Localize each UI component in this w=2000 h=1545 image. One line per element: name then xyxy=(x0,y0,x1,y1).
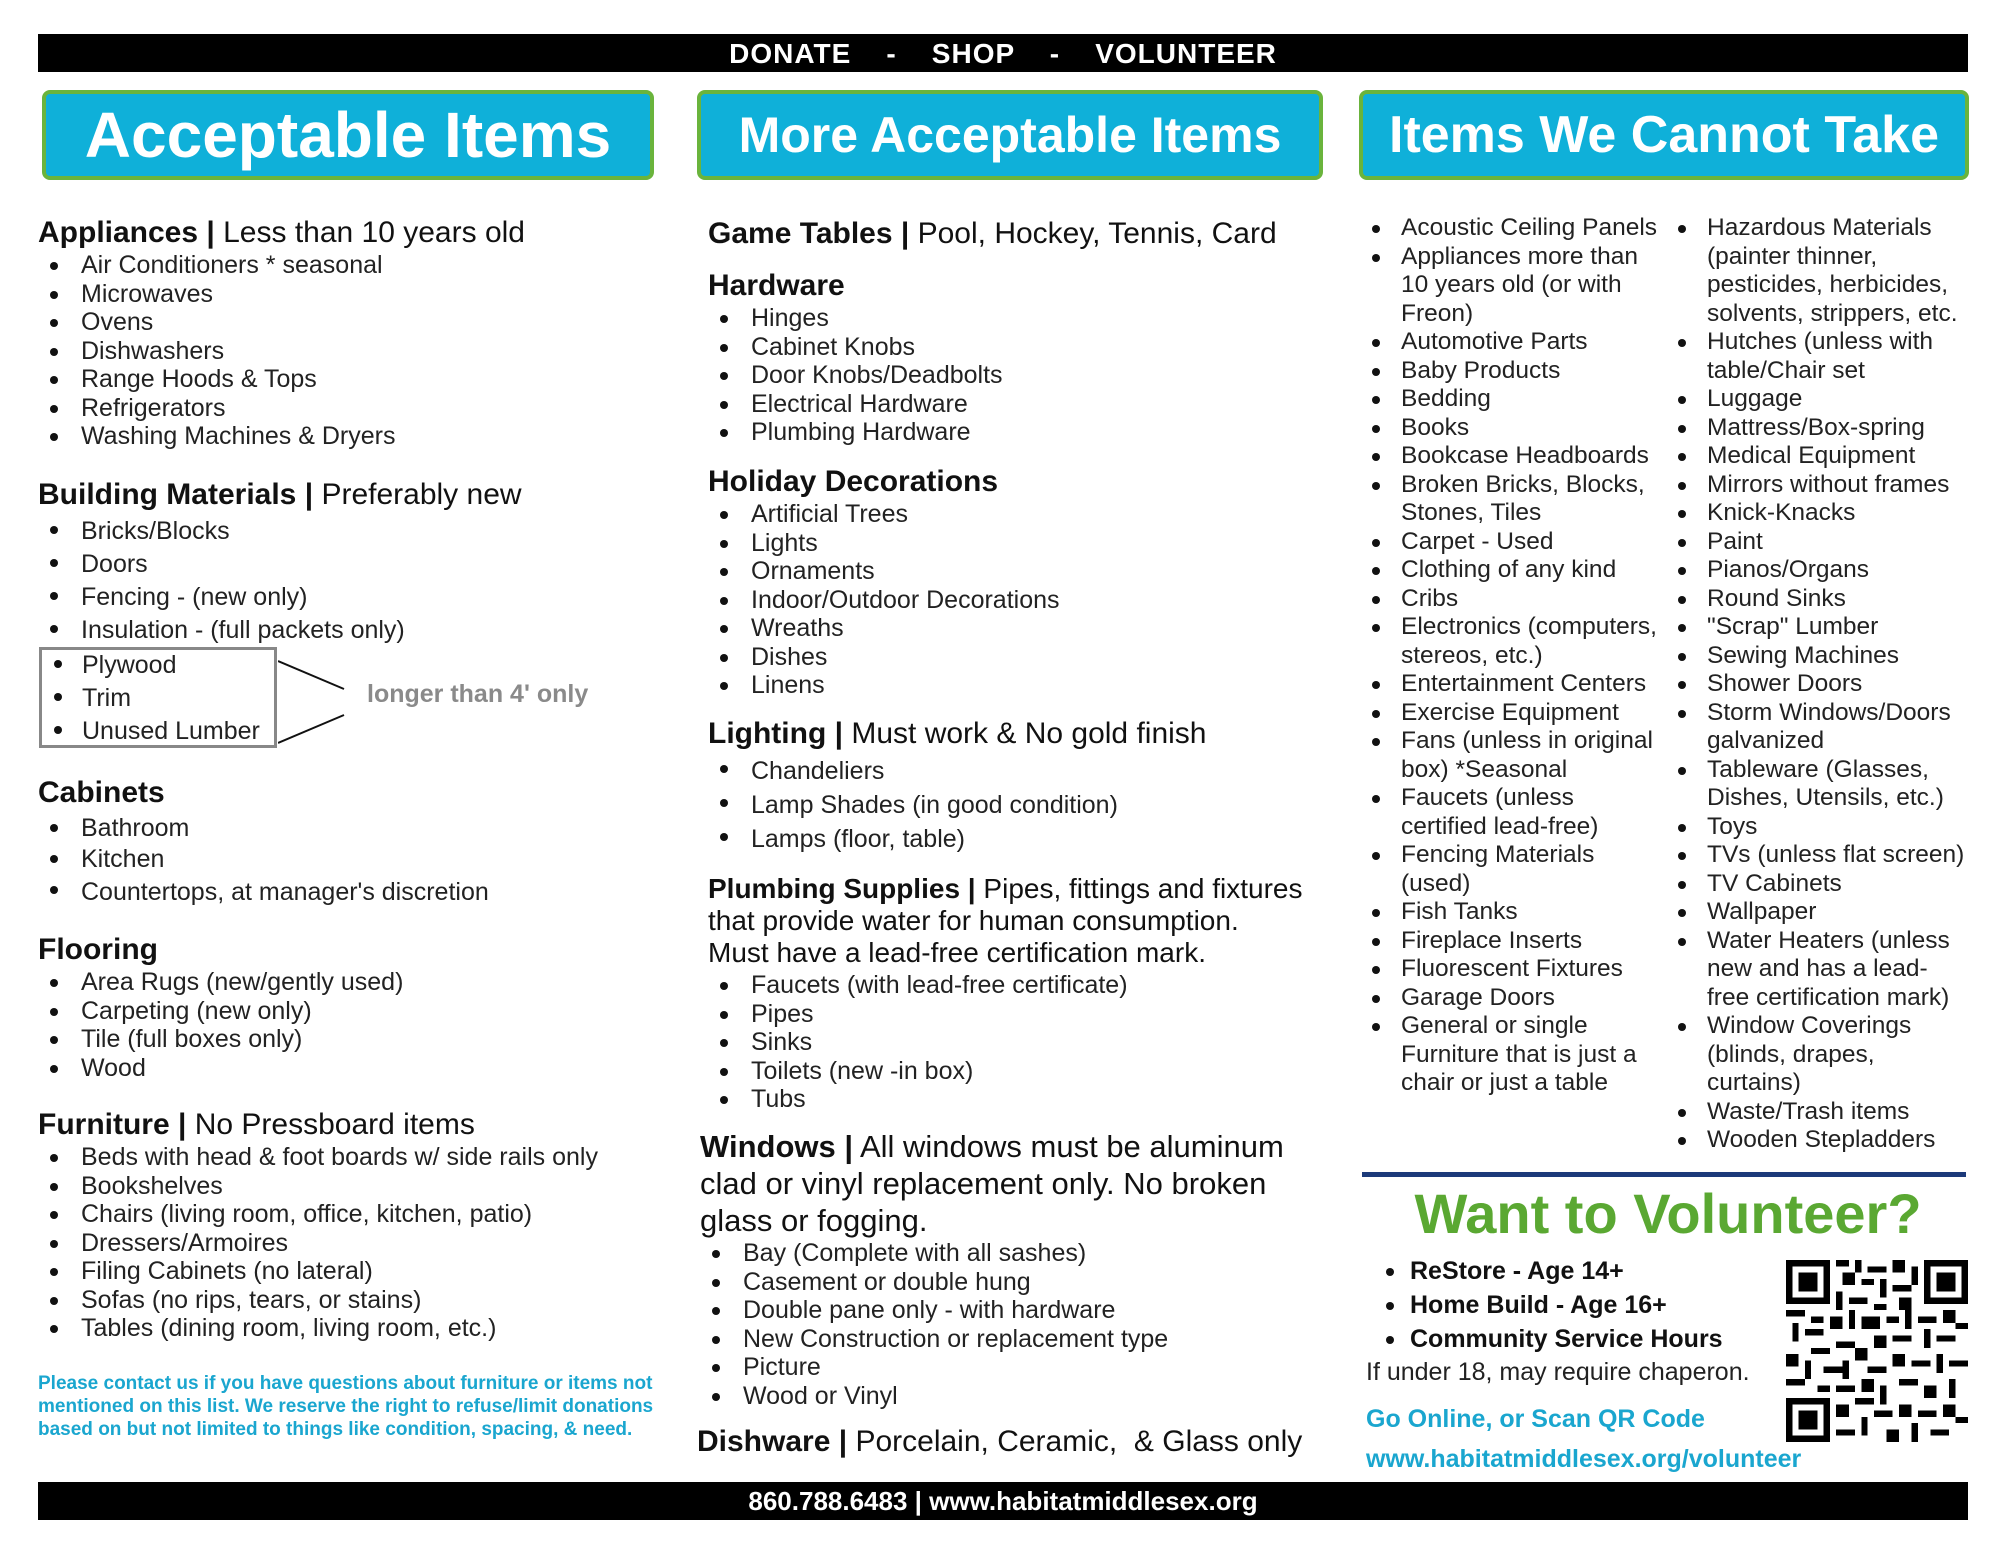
cannot-take-right-list xyxy=(1674,214,1974,1155)
cannot-take-line: Mirrors without frames xyxy=(1707,470,1950,498)
list-item: Bathroom xyxy=(38,813,489,844)
cannot-take-line: Wooden Stepladders xyxy=(1707,1126,1936,1153)
list-item: Chairs (living room, office, kitchen, patio) xyxy=(38,1200,598,1229)
cannot-take-line: Mattress/Box-spring xyxy=(1707,413,1925,441)
windows-list xyxy=(700,1239,1284,1410)
list-item: Lamps (floor, table) xyxy=(708,822,1207,856)
list-item: Wood or Vinyl xyxy=(700,1382,1284,1411)
cannot-take-item xyxy=(1674,528,1974,557)
list-item: Insulation - (full packets only) xyxy=(38,614,678,647)
section-title: Flooring xyxy=(38,933,158,966)
cannot-take-line: certified lead-free) xyxy=(1401,812,1599,840)
cannot-take-item xyxy=(1368,613,1668,670)
flooring-list xyxy=(38,968,403,1082)
cannot-take-line: Hutches (unless with xyxy=(1707,328,1934,355)
cannot-take-line: Bookcase Headboards xyxy=(1401,442,1649,469)
cannot-take-item xyxy=(1368,357,1668,386)
section-title: Appliances | xyxy=(38,216,215,249)
list-item: Kitchen xyxy=(38,844,489,875)
cannot-take-line: Acoustic Ceiling Panels xyxy=(1401,214,1658,241)
list-item: Dishes xyxy=(708,643,1060,672)
cannot-take-line: Furniture that is just a xyxy=(1401,1040,1637,1068)
cannot-take-line: Bedding xyxy=(1401,385,1491,412)
cannot-take-line: stereos, etc.) xyxy=(1401,641,1543,669)
cannot-take-item xyxy=(1674,813,1974,842)
cannot-take-line: Fencing Materials xyxy=(1401,841,1595,868)
cannot-take-item xyxy=(1368,328,1668,357)
cannot-take-item xyxy=(1674,841,1974,870)
cannot-take-line: Medical Equipment xyxy=(1707,442,1916,469)
list-item: Trim xyxy=(42,682,274,715)
section-furniture xyxy=(38,1107,598,1343)
list-item: Double pane only - with hardware xyxy=(700,1296,1284,1325)
section-desc-line: that provide water for human consumption. xyxy=(708,905,1239,936)
section-title: Holiday Decorations xyxy=(708,465,999,498)
list-item: Indoor/Outdoor Decorations xyxy=(708,586,1060,615)
list-item: Wreaths xyxy=(708,614,1060,643)
cannot-take-left-list xyxy=(1368,214,1668,1098)
cannot-take-line: Entertainment Centers xyxy=(1401,670,1647,697)
section-desc-line: Must have a lead-free certification mark. xyxy=(708,937,1206,968)
header-items-we-cannot-take: Items We Cannot Take xyxy=(1359,90,1969,180)
section-desc: Must work & No gold finish xyxy=(843,717,1207,750)
section-windows xyxy=(700,1128,1284,1410)
volunteer-item: Home Build - Age 16+ xyxy=(1380,1288,1723,1322)
cannot-take-line: Round Sinks xyxy=(1707,584,1846,612)
section-lighting xyxy=(708,716,1207,856)
bracket-lines xyxy=(278,657,348,747)
volunteer-list xyxy=(1380,1254,1723,1356)
section-desc: Pool, Hockey, Tennis, Card xyxy=(909,217,1277,250)
list-item: Beds with head & foot boards w/ side rails only xyxy=(38,1143,598,1172)
cannot-take-item xyxy=(1368,898,1668,927)
top-bar: DONATE - SHOP - VOLUNTEER xyxy=(38,34,1968,72)
cannot-take-line: galvanized xyxy=(1707,727,1825,754)
section-title: Game Tables | xyxy=(708,217,910,250)
cannot-take-line: Carpet - Used xyxy=(1401,527,1554,555)
cannot-take-line: solvents, strippers, etc. xyxy=(1707,299,1958,327)
cannot-take-item xyxy=(1368,442,1668,471)
section-title: Hardware xyxy=(708,269,845,302)
cannot-take-item xyxy=(1674,414,1974,443)
volunteer-item: ReStore - Age 14+ xyxy=(1380,1254,1723,1288)
list-item: Filing Cabinets (no lateral) xyxy=(38,1257,598,1286)
cannot-take-line: Fish Tanks xyxy=(1401,898,1518,925)
cannot-take-line: Exercise Equipment xyxy=(1401,698,1619,726)
list-item: Electrical Hardware xyxy=(708,390,1003,419)
header-acceptable-items: Acceptable Items xyxy=(42,90,654,180)
cannot-take-item xyxy=(1674,756,1974,813)
cannot-take-item xyxy=(1674,385,1974,414)
cannot-take-item xyxy=(1368,385,1668,414)
list-item: Cabinet Knobs xyxy=(708,333,1003,362)
list-item: Tubs xyxy=(708,1085,1302,1114)
bottom-contact-bar: 860.788.6483 | www.habitatmiddlesex.org xyxy=(38,1482,1968,1520)
volunteer-item: Community Service Hours xyxy=(1380,1322,1723,1356)
cannot-take-line: Shower Doors xyxy=(1707,670,1863,697)
cannot-take-item xyxy=(1674,1012,1974,1098)
cannot-take-line: Garage Doors xyxy=(1401,983,1555,1011)
cannot-take-line: Electronics (computers, xyxy=(1401,613,1657,640)
hardware-list xyxy=(708,304,1003,447)
list-item: Area Rugs (new/gently used) xyxy=(38,968,403,997)
volunteer-divider xyxy=(1362,1172,1966,1177)
cannot-take-line: Wallpaper xyxy=(1707,898,1817,925)
cannot-take-line: chair or just a table xyxy=(1401,1069,1608,1096)
boxed-items xyxy=(39,647,277,748)
cannot-take-item xyxy=(1674,214,1974,328)
cannot-take-line: Fluorescent Fixtures xyxy=(1401,955,1623,982)
list-item: Range Hoods & Tops xyxy=(38,365,525,394)
section-title: Building Materials | xyxy=(38,478,314,511)
cannot-take-line: (used) xyxy=(1401,869,1471,897)
cannot-take-item xyxy=(1674,1098,1974,1127)
section-title: Plumbing Supplies | xyxy=(708,873,976,904)
cannot-take-item xyxy=(1674,499,1974,528)
section-building-materials xyxy=(38,477,678,745)
cannot-take-item xyxy=(1368,927,1668,956)
list-item: Hinges xyxy=(708,304,1003,333)
list-item: Carpeting (new only) xyxy=(38,997,403,1026)
header-more-acceptable-items: More Acceptable Items xyxy=(697,90,1323,180)
lighting-list xyxy=(708,754,1207,856)
list-item: Plumbing Hardware xyxy=(708,418,1003,447)
list-item: Linens xyxy=(708,671,1060,700)
cannot-take-item xyxy=(1368,841,1668,898)
section-title: Lighting | xyxy=(708,717,844,750)
cannot-take-line: Waste/Trash items xyxy=(1707,1097,1910,1125)
cannot-take-line: Hazardous Materials xyxy=(1707,214,1932,241)
cannot-take-line: Automotive Parts xyxy=(1401,328,1588,355)
cannot-take-line: Window Coverings xyxy=(1707,1012,1912,1039)
cannot-take-line: (blinds, drapes, xyxy=(1707,1040,1875,1068)
cannot-take-line: Stones, Tiles xyxy=(1401,499,1542,526)
cannot-take-item xyxy=(1674,699,1974,756)
chaperon-note: If under 18, may require chaperon. xyxy=(1366,1358,1750,1386)
cannot-take-item xyxy=(1368,955,1668,984)
cannot-take-item xyxy=(1368,556,1668,585)
section-desc: Pipes, fittings and fixtures xyxy=(975,873,1303,904)
cannot-take-line: Books xyxy=(1401,413,1470,441)
cannot-take-item xyxy=(1674,585,1974,614)
cannot-take-item xyxy=(1674,328,1974,385)
cannot-take-line: (painter thinner, xyxy=(1707,242,1878,270)
cannot-take-item xyxy=(1368,670,1668,699)
section-holiday-decorations xyxy=(708,464,1060,700)
list-item: Wood xyxy=(38,1054,403,1083)
section-plumbing-supplies xyxy=(708,873,1302,1114)
list-item: Fencing - (new only) xyxy=(38,581,678,614)
section-desc: Porcelain, Ceramic, & Glass only xyxy=(847,1425,1303,1458)
section-desc-line: glass or fogging. xyxy=(700,1203,928,1238)
list-item: Air Conditioners * seasonal xyxy=(38,251,525,280)
cannot-take-item xyxy=(1674,442,1974,471)
cannot-take-item xyxy=(1674,642,1974,671)
volunteer-title: Want to Volunteer? xyxy=(1414,1182,1922,1245)
contact-note: Please contact us if you have questions about furniture or items not mentioned on this list. We reserve the right to refuse/limit donations based on but not limited to things like condition, spacing, & need. xyxy=(38,1373,654,1440)
holiday-list xyxy=(708,500,1060,700)
cannot-take-item xyxy=(1674,927,1974,1013)
cannot-take-line: Fireplace Inserts xyxy=(1401,926,1583,954)
list-item: Toilets (new -in box) xyxy=(708,1057,1302,1086)
list-item: Sinks xyxy=(708,1028,1302,1057)
list-item: Faucets (with lead-free certificate) xyxy=(708,971,1302,1000)
list-item: Ovens xyxy=(38,308,525,337)
list-item: Countertops, at manager's discretion xyxy=(38,875,489,909)
cannot-take-item xyxy=(1368,414,1668,443)
cannot-take-line: Baby Products xyxy=(1401,356,1561,384)
cannot-take-line: table/Chair set xyxy=(1707,356,1865,384)
list-item: Sofas (no rips, tears, or stains) xyxy=(38,1286,598,1315)
cannot-take-line: Freon) xyxy=(1401,299,1474,327)
list-item: New Construction or replacement type xyxy=(700,1325,1284,1354)
list-item: Picture xyxy=(700,1353,1284,1382)
list-item: Bay (Complete with all sashes) xyxy=(700,1239,1284,1268)
list-item: Tile (full boxes only) xyxy=(38,1025,403,1054)
list-item: Tables (dining room, living room, etc.) xyxy=(38,1314,598,1343)
section-cabinets xyxy=(38,775,489,909)
list-item: Casement or double hung xyxy=(700,1268,1284,1297)
cannot-take-item xyxy=(1674,870,1974,899)
list-item: Dishwashers xyxy=(38,337,525,366)
section-title: Windows | xyxy=(700,1129,854,1164)
list-item: Lights xyxy=(708,529,1060,558)
cannot-take-line: pesticides, herbicides, xyxy=(1707,271,1949,298)
list-item: Microwaves xyxy=(38,280,525,309)
cannot-take-line: Storm Windows/Doors xyxy=(1707,698,1951,726)
cannot-take-item xyxy=(1368,699,1668,728)
cannot-take-line: Pianos/Organs xyxy=(1707,556,1870,583)
list-item: Artificial Trees xyxy=(708,500,1060,529)
appliances-list xyxy=(38,251,525,451)
cannot-take-item xyxy=(1368,214,1668,243)
cannot-take-line: TVs (unless flat screen) xyxy=(1707,841,1965,868)
section-dishware xyxy=(697,1424,1302,1460)
section-desc: All windows must be aluminum xyxy=(853,1129,1284,1164)
scan-qr-text: , or Scan QR Code xyxy=(1485,1405,1705,1433)
cannot-take-line: box) *Seasonal xyxy=(1401,755,1568,783)
cannot-take-item xyxy=(1368,585,1668,614)
section-desc: Less than 10 years old xyxy=(214,216,525,249)
boxed-note: longer than 4' only xyxy=(367,680,589,708)
list-item: Lamp Shades (in good condition) xyxy=(708,788,1207,822)
cannot-take-item xyxy=(1368,784,1668,841)
section-desc-line: clad or vinyl replacement only. No broken xyxy=(700,1166,1267,1201)
plumbing-list xyxy=(708,971,1302,1114)
cannot-take-line: 10 years old (or with xyxy=(1401,271,1622,298)
list-item: Plywood xyxy=(42,649,274,682)
qr-code-icon[interactable] xyxy=(1786,1260,1968,1442)
cannot-take-line: Luggage xyxy=(1707,385,1803,412)
cannot-take-line: General or single xyxy=(1401,1012,1588,1039)
cannot-take-line: new and has a lead- xyxy=(1707,955,1928,982)
go-online-line xyxy=(1366,1403,1705,1435)
section-game-tables xyxy=(708,216,1277,252)
list-item: Bricks/Blocks xyxy=(38,515,678,548)
list-item: Door Knobs/Deadbolts xyxy=(708,361,1003,390)
cannot-take-item xyxy=(1674,613,1974,642)
cannot-take-item xyxy=(1674,1126,1974,1155)
section-hardware xyxy=(708,268,1003,447)
building-list xyxy=(38,515,678,647)
cannot-take-line: curtains) xyxy=(1707,1069,1801,1096)
cannot-take-item xyxy=(1368,528,1668,557)
cannot-take-line: TV Cabinets xyxy=(1707,869,1842,897)
cannot-take-item xyxy=(1368,1012,1668,1098)
list-item: Unused Lumber xyxy=(42,715,274,748)
cannot-take-item xyxy=(1674,898,1974,927)
section-title: Dishware | xyxy=(697,1425,848,1458)
cannot-take-line: Broken Bricks, Blocks, xyxy=(1401,470,1645,498)
cannot-take-item xyxy=(1368,471,1668,528)
cannot-take-line: Faucets (unless xyxy=(1401,784,1574,811)
cannot-take-item xyxy=(1674,556,1974,585)
list-item: Pipes xyxy=(708,1000,1302,1029)
section-title: Furniture | xyxy=(38,1108,187,1141)
cannot-take-item xyxy=(1368,243,1668,329)
cannot-take-item xyxy=(1368,727,1668,784)
list-item: Chandeliers xyxy=(708,754,1207,788)
cannot-take-line: "Scrap" Lumber xyxy=(1707,613,1879,640)
list-item: Bookshelves xyxy=(38,1172,598,1201)
cannot-take-line: Knick-Knacks xyxy=(1707,499,1856,526)
list-item: Washing Machines & Dryers xyxy=(38,422,525,451)
volunteer-url[interactable]: www.habitatmiddlesex.org/volunteer xyxy=(1366,1445,1802,1473)
cannot-take-line: free certification mark) xyxy=(1707,983,1950,1011)
furniture-list xyxy=(38,1143,598,1343)
section-desc: No Pressboard items xyxy=(186,1108,475,1141)
cannot-take-item xyxy=(1368,984,1668,1013)
cannot-take-line: Appliances more than xyxy=(1401,242,1638,270)
section-appliances xyxy=(38,215,525,451)
cabinets-list xyxy=(38,813,489,909)
cannot-take-line: Paint xyxy=(1707,527,1763,555)
cannot-take-line: Cribs xyxy=(1401,584,1459,612)
cannot-take-item xyxy=(1674,670,1974,699)
cannot-take-item xyxy=(1674,471,1974,500)
cannot-take-line: Dishes, Utensils, etc.) xyxy=(1707,784,1944,811)
section-title: Cabinets xyxy=(38,776,165,809)
go-online-link[interactable]: Go Online xyxy=(1366,1405,1486,1433)
list-item: Doors xyxy=(38,548,678,581)
list-item: Ornaments xyxy=(708,557,1060,586)
cannot-take-line: Fans (unless in original xyxy=(1401,727,1653,754)
cannot-take-line: Water Heaters (unless xyxy=(1707,926,1950,954)
section-flooring xyxy=(38,932,403,1082)
list-item: Refrigerators xyxy=(38,394,525,423)
cannot-take-line: Sewing Machines xyxy=(1707,641,1900,669)
cannot-take-line: Tableware (Glasses, xyxy=(1707,755,1929,783)
list-item: Dressers/Armoires xyxy=(38,1229,598,1258)
cannot-take-line: Clothing of any kind xyxy=(1401,556,1617,583)
cannot-take-line: Toys xyxy=(1707,812,1758,840)
section-desc: Preferably new xyxy=(313,478,522,511)
